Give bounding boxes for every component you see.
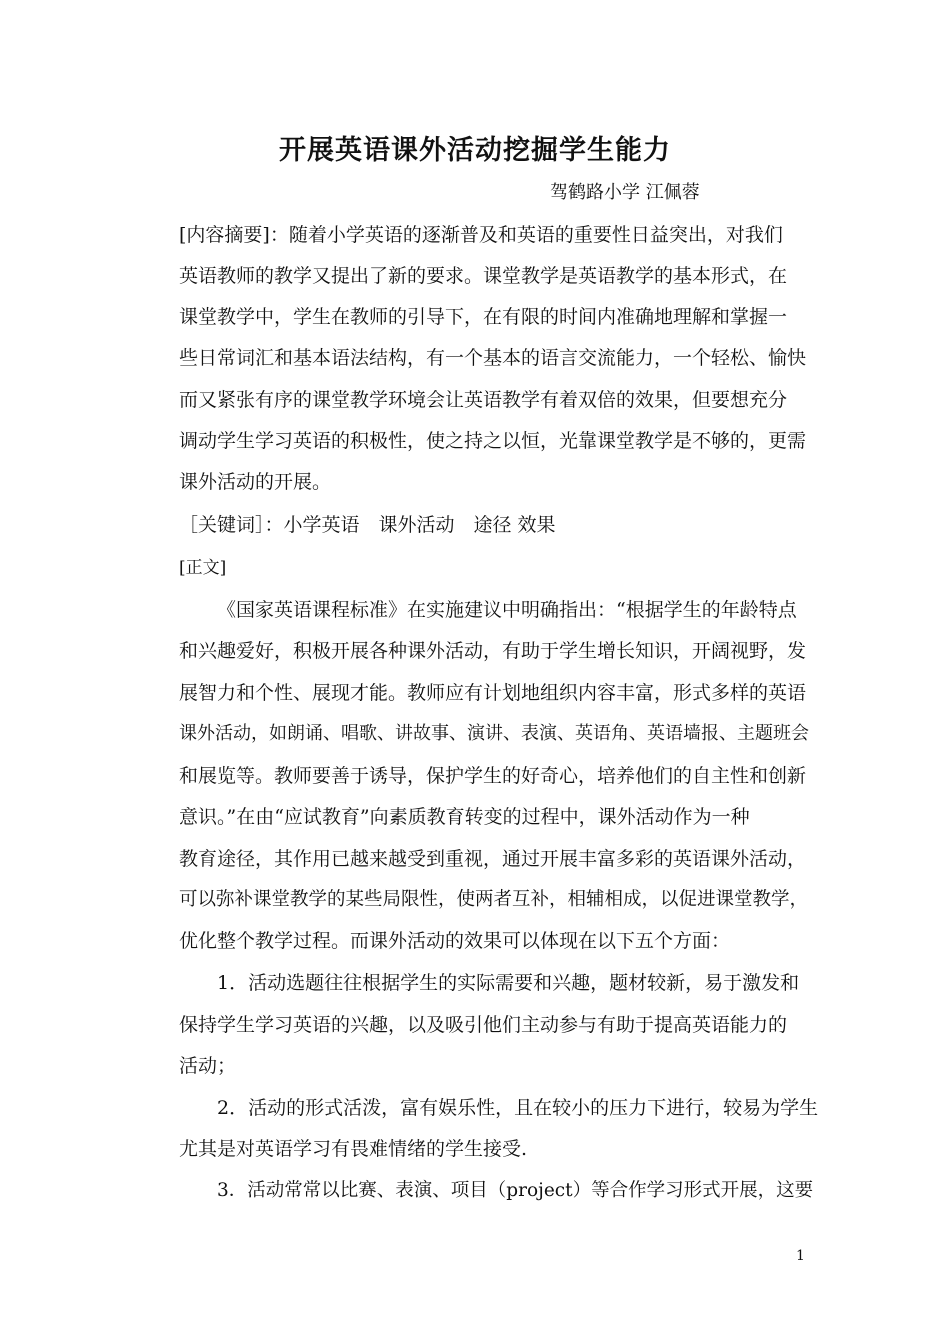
body-line: 优化整个教学过程。而课外活动的效果可以体现在以下五个方面： (179, 930, 731, 952)
abstract-line: 英语教师的教学又提出了新的要求。课堂教学是英语教学的基本形式，在 (179, 265, 788, 287)
abstract-line: 而又紧张有序的课堂教学环境会让英语教学有着双倍的效果，但要想充分 (179, 389, 788, 411)
document-title: 开展英语课外活动挖掘学生能力 (279, 135, 671, 166)
body-line: 和展览等。教师要善于诱导，保护学生的好奇心，培养他们的自主性和创新 (179, 765, 807, 787)
body-line: 意识。”在由“应试教育”向素质教育转变的过程中，课外活动作为一种 (179, 806, 750, 828)
body-line: 可以弥补课堂教学的某些局限性，使两者互补，相辅相成，以促进课堂教学， (179, 889, 809, 910)
list-item-line: 保持学生学习英语的兴趣，以及吸引他们主动参与有助于提高英语能力的 (179, 1014, 788, 1036)
abstract-line: 课外活动的开展。 (179, 471, 332, 493)
list-item-line: 活动； (179, 1055, 237, 1077)
abstract-line: [内容摘要]：随着小学英语的逐渐普及和英语的重要性日益突出，对我们 (179, 224, 783, 246)
body-line: 《国家英语课程标准》在实施建议中明确指出：“根据学生的年龄特点 (217, 599, 797, 621)
body-line: 课外活动，如朗诵、唱歌、讲故事、演讲、表演、英语角、英语墙报、主题班会 (179, 723, 809, 744)
abstract-line: 调动学生学习英语的积极性，使之持之以恒，光靠课堂教学是不够的，更需 (179, 430, 807, 452)
section-label: [正文] (179, 558, 227, 578)
body-line: 教育途径，其作用已越来越受到重视，通过开展丰富多彩的英语课外活动， (179, 848, 807, 870)
list-item-line: 尤其是对英语学习有畏难情绪的学生接受. (179, 1138, 528, 1160)
body-line: 和兴趣爱好，积极开展各种课外活动，有助于学生增长知识，开阔视野，发 (179, 640, 807, 662)
list-item-line: 3．活动常常以比赛、表演、项目（project）等合作学习形式开展，这要 (217, 1180, 814, 1201)
page-number: 1 (796, 1248, 805, 1264)
body-line: 展智力和个性、展现才能。教师应有计划地组织内容丰富，形式多样的英语 (179, 682, 807, 704)
list-item-line: 2．活动的形式活泼，富有娱乐性，且在较小的压力下进行，较易为学生 (217, 1097, 819, 1119)
abstract-line: 课堂教学中，学生在教师的引导下，在有限的时间内准确地理解和掌握一 (179, 306, 788, 328)
list-item-line: 1．活动选题往往根据学生的实际需要和兴趣，题材较新，易于激发和 (217, 972, 800, 994)
abstract-line: 些日常词汇和基本语法结构，有一个基本的语言交流能力，一个轻松、愉快 (179, 347, 807, 369)
keywords-line: ［关键词］：小学英语 课外活动 途径 效果 (179, 514, 556, 536)
author-line: 驾鹤路小学 江佩蓉 (550, 182, 700, 203)
